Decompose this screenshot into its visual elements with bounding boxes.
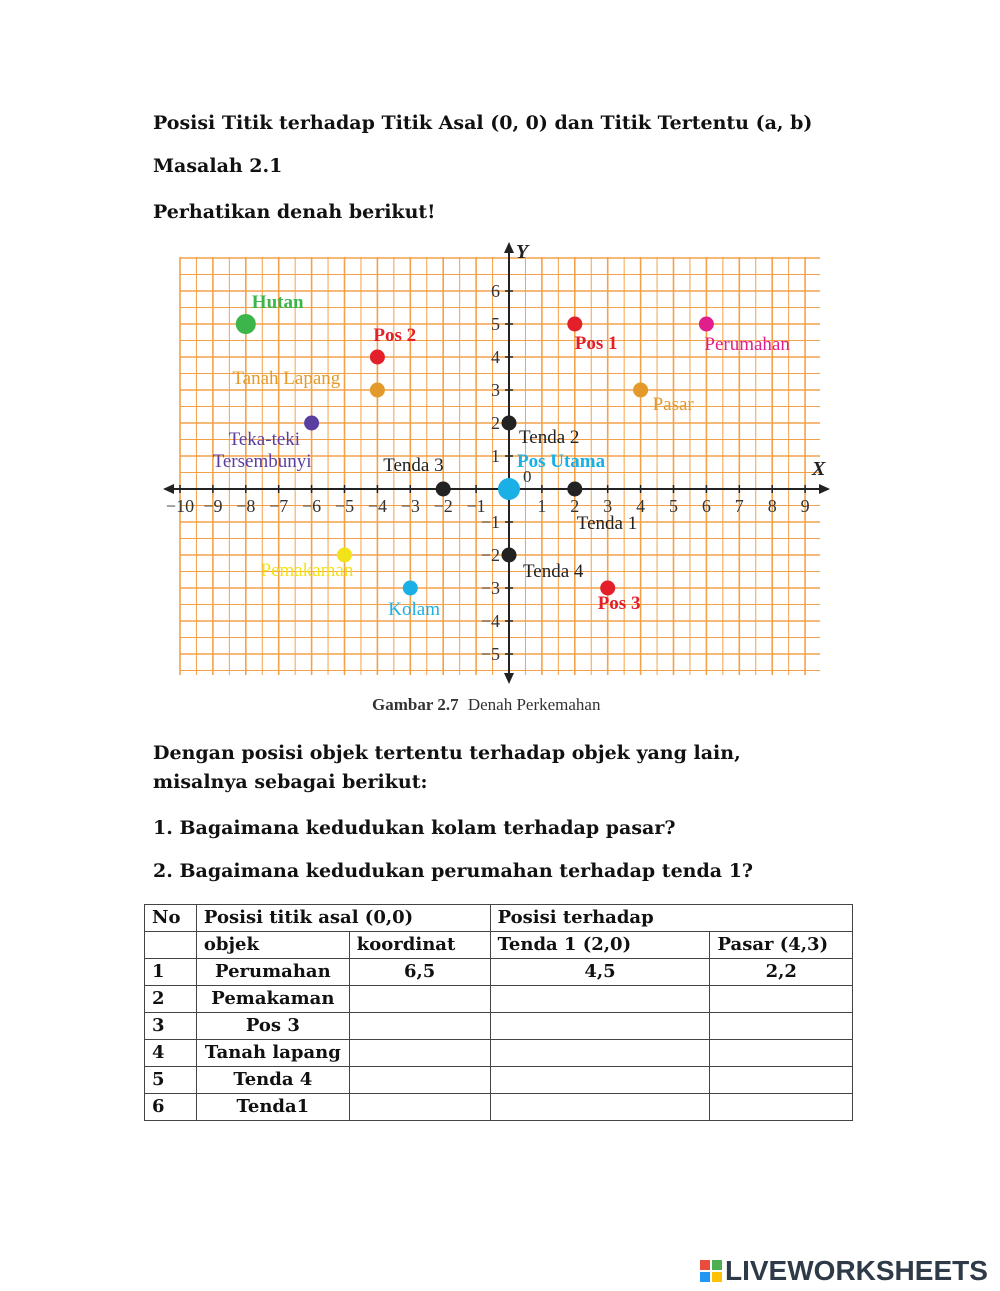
header-pasar: Pasar (4,3) <box>710 932 853 959</box>
cell-koordinat[interactable] <box>349 1040 490 1067</box>
x-tick-label: −4 <box>367 496 387 516</box>
liveworksheets-logo[interactable] <box>700 1255 988 1287</box>
cell-tenda1[interactable]: 4,5 <box>490 959 710 986</box>
cell-tenda1[interactable] <box>490 1094 710 1121</box>
table-row <box>145 1094 853 1121</box>
question-1: 1. Bagaimana kedudukan kolam terhadap pasar? <box>153 817 676 839</box>
x-axis-label: X <box>812 458 826 480</box>
y-tick-label: −4 <box>480 611 500 631</box>
point-label: Kolam <box>388 599 441 620</box>
cell-tenda1[interactable] <box>490 1013 710 1040</box>
point-label: Hutan <box>251 292 304 313</box>
x-tick-label: −1 <box>466 496 486 516</box>
cell-no: 5 <box>145 1067 197 1094</box>
caption-text: Denah Perkemahan <box>467 695 601 714</box>
point-label: Pos 2 <box>373 325 417 346</box>
point-label: Tenda 2 <box>519 427 580 448</box>
x-tick-label: −3 <box>400 496 420 516</box>
x-tick-label: −6 <box>302 496 322 516</box>
x-tick-label: −2 <box>433 496 453 516</box>
x-tick-label: 3 <box>603 496 613 516</box>
cell-pasar[interactable] <box>710 986 853 1013</box>
cell-koordinat[interactable] <box>349 986 490 1013</box>
cell-no: 6 <box>145 1094 197 1121</box>
y-tick-label: 5 <box>491 314 500 334</box>
page-heading: Posisi Titik terhadap Titik Asal (0, 0) dan Titik Tertentu (a, b) <box>153 112 813 134</box>
point-label: Tanah Lapang <box>232 368 341 389</box>
header-koordinat: koordinat <box>349 932 490 959</box>
point-marker <box>699 317 714 332</box>
y-tick-label: 3 <box>491 380 500 400</box>
header-blank <box>145 932 197 959</box>
answer-table <box>144 904 853 1121</box>
x-tick-label: 5 <box>669 496 678 516</box>
y-tick-label: 4 <box>491 347 500 367</box>
question-2: 2. Bagaimana kedudukan perumahan terhadap tenda 1? <box>153 860 754 882</box>
cell-pasar[interactable] <box>710 1013 853 1040</box>
logo-icon <box>700 1260 722 1282</box>
x-tick-label: 2 <box>570 496 580 516</box>
chart-caption <box>372 695 601 714</box>
cell-tenda1[interactable] <box>490 986 710 1013</box>
cell-objek: Pos 3 <box>196 1013 349 1040</box>
point-marker <box>567 317 582 332</box>
cell-koordinat[interactable]: 6,5 <box>349 959 490 986</box>
cell-objek: Tenda 4 <box>196 1067 349 1094</box>
table-row <box>145 959 853 986</box>
point-marker <box>567 482 582 497</box>
x-tick-label: 4 <box>636 496 646 516</box>
y-tick-label: 6 <box>491 281 500 301</box>
point-label <box>213 429 312 472</box>
x-tick-label: −10 <box>165 496 195 516</box>
y-tick-label: −3 <box>480 578 500 598</box>
point-marker <box>236 314 256 334</box>
point-label: Pos Utama <box>517 451 606 472</box>
instruction-text: Perhatikan denah berikut! <box>153 201 436 223</box>
point-marker <box>403 581 418 596</box>
point-label: Pos 1 <box>574 333 618 354</box>
point-marker <box>304 416 319 431</box>
cell-no: 3 <box>145 1013 197 1040</box>
logo-text: LIVEWORKSHEETS <box>725 1255 988 1286</box>
table-row <box>145 1067 853 1094</box>
cell-no: 2 <box>145 986 197 1013</box>
y-axis-label: Y <box>516 241 529 263</box>
x-axis-arrow-left <box>163 484 174 494</box>
table-row <box>145 1040 853 1067</box>
cell-koordinat[interactable] <box>349 1094 490 1121</box>
x-tick-label: 8 <box>767 496 777 516</box>
cell-pasar[interactable] <box>710 1094 853 1121</box>
caption-prefix: Gambar 2.7 <box>372 695 459 714</box>
point-marker <box>502 416 517 431</box>
point-label: Tenda 4 <box>523 561 584 582</box>
point-marker <box>633 383 648 398</box>
cell-objek: Tanah lapang <box>196 1040 349 1067</box>
cell-objek: Perumahan <box>196 959 349 986</box>
table-header-row-2 <box>145 932 853 959</box>
cell-pasar[interactable]: 2,2 <box>710 959 853 986</box>
x-tick-label: 9 <box>800 496 810 516</box>
x-tick-label: 7 <box>734 496 744 516</box>
point-marker <box>436 482 451 497</box>
header-origin: Posisi titik asal (0,0) <box>196 905 490 932</box>
origin-label: 0 <box>523 467 532 486</box>
point-marker <box>370 350 385 365</box>
point-label-line: Teka-teki <box>228 429 301 450</box>
point-label: Pasar <box>652 394 694 415</box>
table-row <box>145 986 853 1013</box>
cell-tenda1[interactable] <box>490 1067 710 1094</box>
y-axis-arrow-down <box>504 673 514 684</box>
x-tick-label: −9 <box>203 496 223 516</box>
cell-no: 1 <box>145 959 197 986</box>
y-tick-label: −2 <box>480 545 500 565</box>
header-tenda1: Tenda 1 (2,0) <box>490 932 710 959</box>
point-label-line: Tersembunyi <box>212 451 312 472</box>
point-marker <box>498 478 520 500</box>
header-no: No <box>145 905 197 932</box>
intro-line-2: misalnya sebagai berikut: <box>153 771 428 793</box>
table-row <box>145 1013 853 1040</box>
intro-line-1: Dengan posisi objek tertentu terhadap objek yang lain, <box>153 742 741 764</box>
point-label: Pos 3 <box>597 593 641 614</box>
cell-objek: Pemakaman <box>196 986 349 1013</box>
table-header-row-1 <box>145 905 853 932</box>
cell-objek: Tenda1 <box>196 1094 349 1121</box>
cell-no: 4 <box>145 1040 197 1067</box>
cell-koordinat[interactable] <box>349 1013 490 1040</box>
cell-pasar[interactable] <box>710 1067 853 1094</box>
problem-title: Masalah 2.1 <box>153 155 283 177</box>
point-label: Tenda 1 <box>576 513 638 534</box>
point-marker <box>370 383 385 398</box>
header-objek: objek <box>196 932 349 959</box>
y-tick-label: −5 <box>480 644 500 664</box>
x-tick-label: −7 <box>269 496 289 516</box>
y-tick-label: −1 <box>480 512 500 532</box>
cell-tenda1[interactable] <box>490 1040 710 1067</box>
cell-pasar[interactable] <box>710 1040 853 1067</box>
x-tick-label: −5 <box>334 496 355 516</box>
x-tick-label: 1 <box>537 496 547 516</box>
y-tick-label: 1 <box>491 446 500 466</box>
x-tick-label: −8 <box>236 496 256 516</box>
point-label: Perumahan <box>704 334 790 355</box>
point-label: Tenda 3 <box>383 455 444 476</box>
x-tick-label: 6 <box>701 496 711 516</box>
point-marker <box>502 548 517 563</box>
y-tick-label: 2 <box>491 413 500 433</box>
point-label: Pemakaman <box>260 560 354 581</box>
x-axis-arrow <box>819 484 830 494</box>
header-relative: Posisi terhadap <box>490 905 852 932</box>
y-axis-arrow <box>504 242 514 253</box>
cell-koordinat[interactable] <box>349 1067 490 1094</box>
